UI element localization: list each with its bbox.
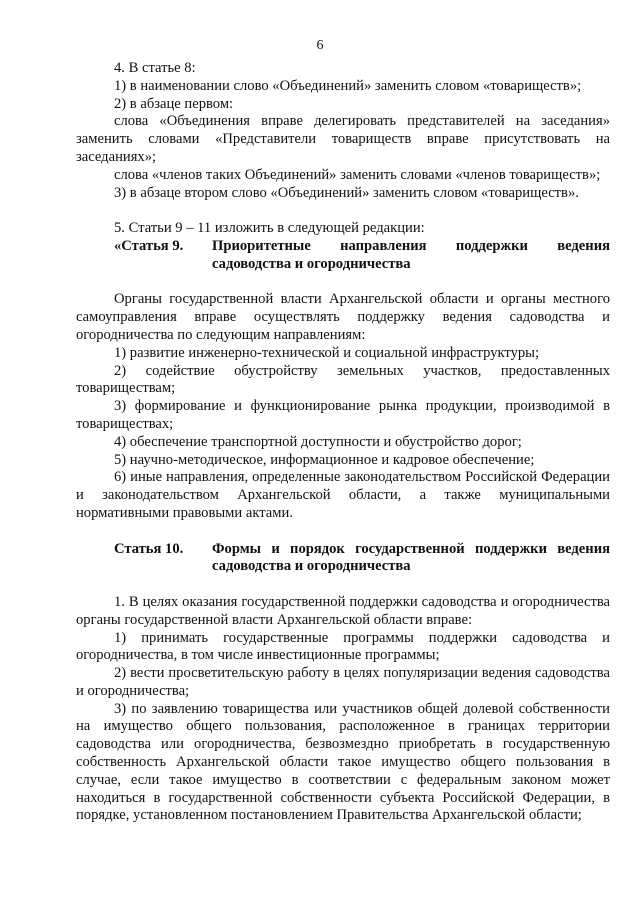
article-9-paragraph: 5) научно-методическое, информационное и кадровое обеспечение; xyxy=(114,451,535,468)
amendment-item: 3) в абзаце втором слово «Объединений» заменить словом «товариществ». xyxy=(114,184,579,201)
amendment-item: слова «Объединения вправе делегировать представителей на заседания» заменить словами «Представители товариществ вправе присутствовать на заседаниях»; xyxy=(76,113,610,165)
article-10-paragraph: 3) по заявлению товарищества или участников общей долевой собственности на имущество общего пользования, расположенное в границах территории садоводства или огородничества, безвозмездно приобретать в государственную собственность Архангельской области такое имущество общего пользования в случае, если такое имущество в соответствии с федеральным законом может находиться в государственной собственности субъекта Российской Федерации, в порядке, установленном постановлением Правительства Архангельской области; xyxy=(76,700,610,824)
article-9-paragraph: 2) содействие обустройству земельных участков, предоставленных товариществам; xyxy=(76,362,610,397)
article-9-paragraph: 1) развитие инженерно-технической и социальной инфраструктуры; xyxy=(114,344,540,361)
page-number: 6 xyxy=(316,38,324,53)
spacer xyxy=(76,523,610,541)
article-9-title: Приоритетные направления поддержки ведения садоводства и огородничества xyxy=(212,237,610,272)
spacer xyxy=(76,202,610,220)
article-10-paragraph: 1) принимать государственные программы поддержки садоводства и огородничества, в том числе инвестиционные программы; xyxy=(76,629,610,664)
article-10-heading xyxy=(114,541,610,577)
article-9-heading xyxy=(114,238,610,274)
spacer xyxy=(76,576,610,594)
article-10-paragraph: 1. В целях оказания государственной поддержки садоводства и огородничества органы государственной власти Архангельской области вправе: xyxy=(76,593,610,628)
document-body xyxy=(76,60,610,825)
article-9-paragraph: 3) формирование и функционирование рынка продукции, производимой в товариществах; xyxy=(76,398,610,432)
article-9-paragraph: 6) иные направления, определенные законодательством Российской Федерации и законодательством Архангельской области, а также муниципальными нормативными правовыми актами. xyxy=(76,469,610,521)
amendment-item: 4. В статье 8: xyxy=(114,60,196,76)
amendment-item: 5. Статьи 9 – 11 изложить в следующей редакции: xyxy=(114,220,425,237)
article-9-label: «Статья 9. xyxy=(114,237,184,254)
article-10-label: Статья 10. xyxy=(114,540,184,557)
amendment-item: 2) в абзаце первом: xyxy=(114,95,234,112)
amendment-item: 1) в наименовании слово «Объединений» заменить словом «товариществ»; xyxy=(114,77,582,94)
article-10-paragraph: 2) вести просветительскую работу в целях популяризации ведения садоводства и огородничества; xyxy=(76,665,610,699)
article-10-title: Формы и порядок государственной поддержки ведения садоводства и огородничества xyxy=(212,540,610,575)
spacer xyxy=(76,274,610,292)
article-9-paragraph: 4) обеспечение транспортной доступности и обустройство дорог; xyxy=(114,433,522,450)
amendment-item: слова «членов таких Объединений» заменить словами «членов товариществ»; xyxy=(114,166,601,183)
article-9-paragraph: Органы государственной власти Архангельской области и органы местного самоуправления вправе осуществлять поддержку ведения садоводства и огородничества по следующим направлениям: xyxy=(76,291,610,343)
